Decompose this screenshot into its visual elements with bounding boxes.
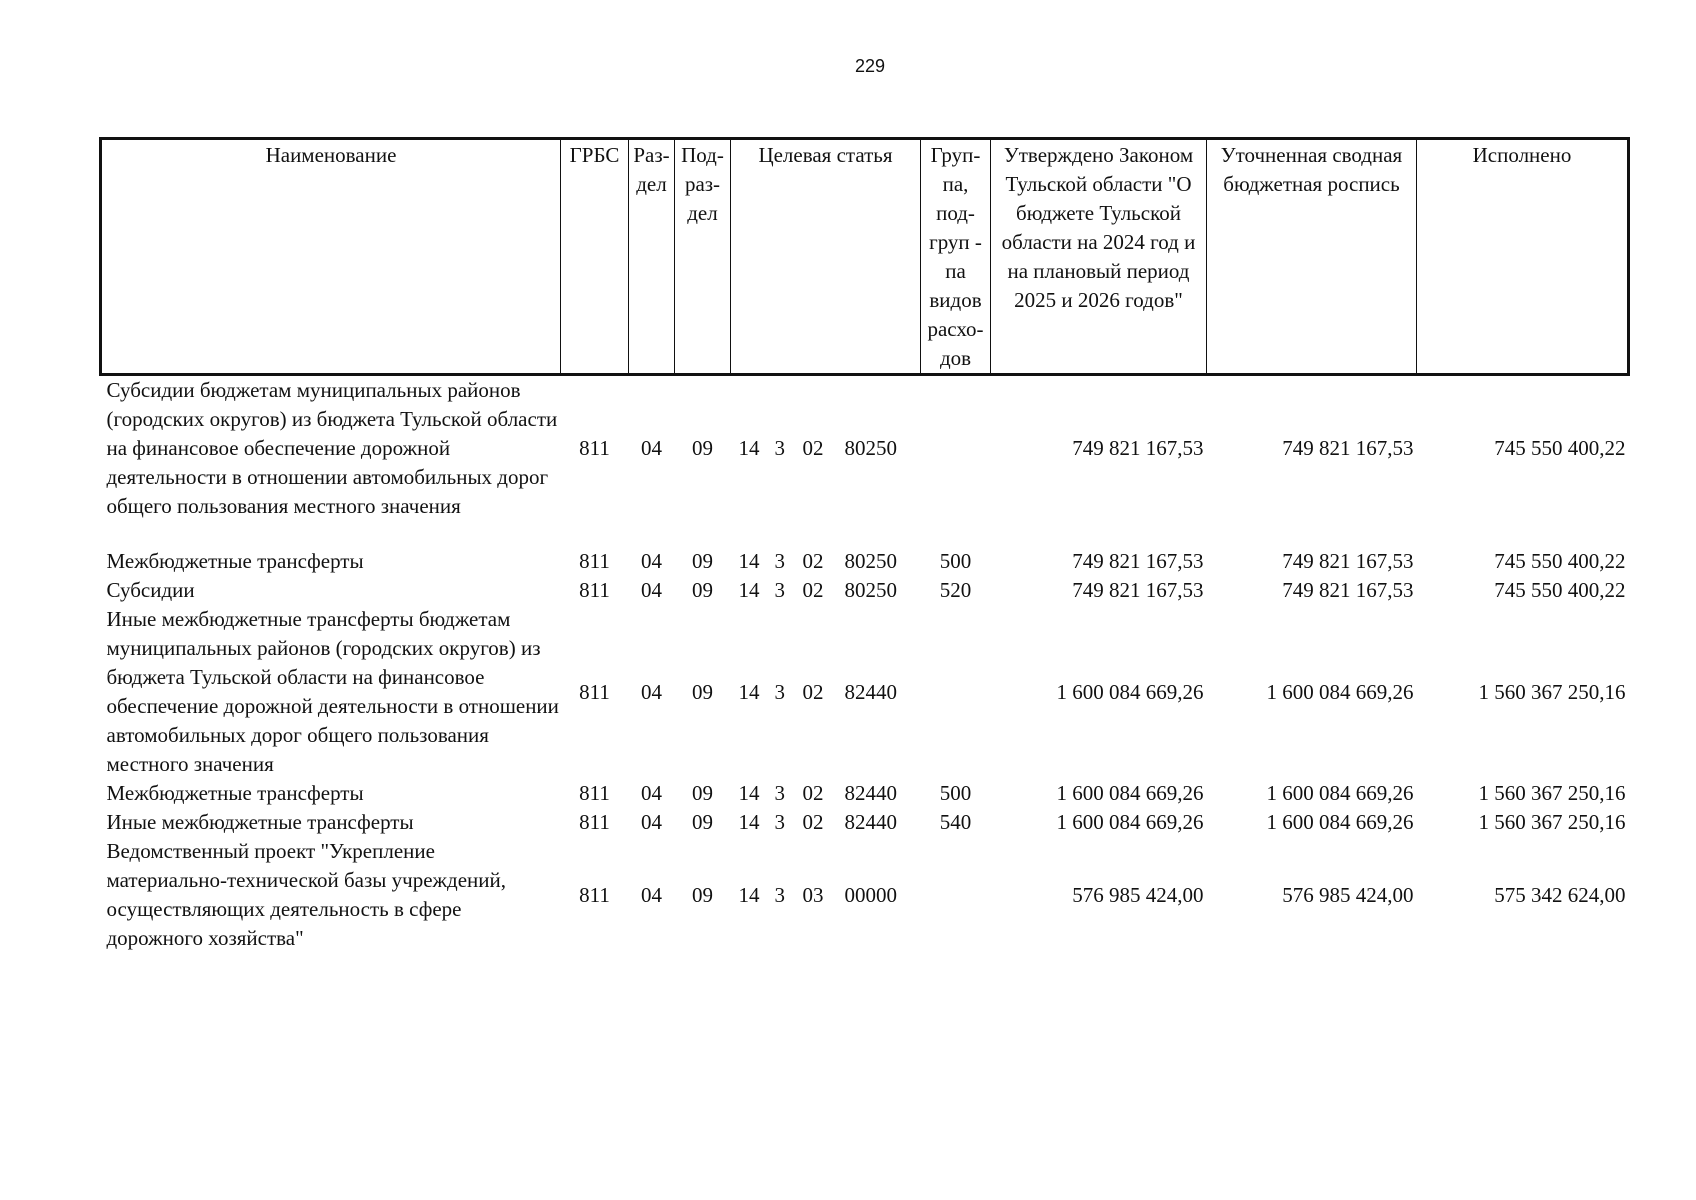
row-executed: 745 550 400,22: [1494, 578, 1626, 602]
row-approved: 576 985 424,00: [1072, 882, 1204, 907]
row-group: [921, 837, 991, 953]
row-podrazdel: 09: [692, 810, 713, 834]
target-type: 3: [774, 781, 785, 805]
row-razdel: 04: [641, 549, 662, 573]
row-refined: 749 821 167,53: [1282, 578, 1414, 602]
target-direction: 00000: [844, 882, 897, 907]
row-approved: 1 600 084 669,26: [1056, 810, 1204, 834]
row-refined: 749 821 167,53: [1282, 436, 1414, 460]
target-program: 14: [738, 882, 760, 907]
row-name: Межбюджетные трансферты: [106, 781, 364, 805]
row-name: Субсидии: [106, 578, 195, 602]
row-razdel: 04: [641, 781, 662, 805]
row-refined: 1 600 084 669,26: [1266, 810, 1414, 834]
row-refined: 1 600 084 669,26: [1266, 679, 1414, 704]
row-name: Иные межбюджетные трансферты: [106, 810, 414, 834]
target-program: 14: [738, 436, 760, 460]
target-type: 3: [774, 882, 785, 907]
row-grbs: 811: [579, 436, 610, 460]
target-type: 3: [774, 810, 785, 834]
target-program: 14: [738, 810, 760, 834]
row-executed: 745 550 400,22: [1494, 549, 1626, 573]
row-approved: 749 821 167,53: [1072, 549, 1204, 573]
row-refined: 749 821 167,53: [1282, 549, 1414, 573]
target-direction: 82440: [844, 810, 897, 834]
row-razdel: 04: [641, 436, 662, 460]
target-element: 02: [802, 436, 824, 460]
row-spacer: [101, 521, 1629, 547]
row-grbs: 811: [579, 679, 610, 704]
budget-table: [99, 137, 1630, 953]
table-header: [101, 139, 1629, 375]
row-podrazdel: 09: [692, 882, 713, 907]
row-name: Межбюджетные трансферты: [106, 549, 364, 573]
row-razdel: 04: [641, 882, 662, 907]
row-group: 500: [939, 781, 972, 805]
row-approved: 749 821 167,53: [1072, 578, 1204, 602]
target-direction: 82440: [844, 781, 897, 805]
target-program: 14: [738, 549, 760, 573]
row-approved: 749 821 167,53: [1072, 436, 1204, 460]
header-target: Целевая статья: [731, 139, 921, 375]
target-program: 14: [738, 781, 760, 805]
target-direction: 80250: [844, 436, 897, 460]
table-row: [101, 605, 1629, 779]
row-target: [731, 605, 921, 779]
row-target: [731, 547, 921, 576]
target-direction: 82440: [844, 679, 897, 704]
row-executed: 1 560 367 250,16: [1478, 810, 1626, 834]
target-type: 3: [774, 436, 785, 460]
row-executed: 745 550 400,22: [1494, 436, 1626, 460]
row-approved: 1 600 084 669,26: [1056, 781, 1204, 805]
target-element: 02: [802, 549, 824, 573]
target-type: 3: [774, 549, 785, 573]
row-name: Иные межбюджетные трансферты бюджетам муниципальных районов (городских округов) из бюджета Тульской области на финансовое обеспечение дорожной деятельности в отношении автомобильных дорог общего пользования местного значения: [106, 607, 559, 776]
target-element: 02: [802, 578, 824, 602]
target-direction: 80250: [844, 549, 897, 573]
row-grbs: 811: [579, 549, 610, 573]
table-body: [101, 375, 1629, 954]
row-executed: 1 560 367 250,16: [1478, 781, 1626, 805]
row-executed: 1 560 367 250,16: [1478, 679, 1626, 704]
header-name: Наименование: [101, 139, 561, 375]
table-row: [101, 375, 1629, 522]
table-row: [101, 576, 1629, 605]
table-row: [101, 808, 1629, 837]
header-podrazdel: Под-раз-дел: [675, 139, 731, 375]
header-grbs: ГРБС: [561, 139, 629, 375]
target-type: 3: [774, 578, 785, 602]
row-group: [921, 605, 991, 779]
row-razdel: 04: [641, 679, 662, 704]
row-target: [731, 375, 921, 522]
row-razdel: 04: [641, 810, 662, 834]
row-podrazdel: 09: [692, 436, 713, 460]
table-row: [101, 837, 1629, 953]
table-row: [101, 547, 1629, 576]
target-element: 02: [802, 810, 824, 834]
row-podrazdel: 09: [692, 578, 713, 602]
row-podrazdel: 09: [692, 781, 713, 805]
row-grbs: 811: [579, 882, 610, 907]
row-target: [731, 837, 921, 953]
row-target: [731, 808, 921, 837]
row-podrazdel: 09: [692, 549, 713, 573]
page-number: 229: [854, 56, 886, 76]
row-group: [921, 375, 991, 522]
target-type: 3: [774, 679, 785, 704]
row-name: Субсидии бюджетам муниципальных районов (городских округов) из бюджета Тульской области на финансовое обеспечение дорожной деятельности в отношении автомобильных дорог общего пользования местного значения: [106, 378, 558, 518]
target-element: 02: [802, 781, 824, 805]
header-group: Груп-па, под-груп - па видов расхо-дов: [921, 139, 991, 375]
row-refined: 1 600 084 669,26: [1266, 781, 1414, 805]
row-razdel: 04: [641, 578, 662, 602]
target-program: 14: [738, 578, 760, 602]
row-grbs: 811: [579, 578, 610, 602]
row-approved: 1 600 084 669,26: [1056, 679, 1204, 704]
row-podrazdel: 09: [692, 679, 713, 704]
header-razdel: Раз-дел: [629, 139, 675, 375]
row-group: 520: [939, 578, 972, 602]
row-name: Ведомственный проект "Укрепление материально-технической базы учреждений, осуществляющих деятельность в сфере дорожного хозяйства": [106, 839, 507, 950]
target-direction: 80250: [844, 578, 897, 602]
row-executed: 575 342 624,00: [1494, 882, 1626, 907]
row-refined: 576 985 424,00: [1282, 882, 1414, 907]
row-group: 500: [939, 549, 972, 573]
row-grbs: 811: [579, 810, 610, 834]
row-grbs: 811: [579, 781, 610, 805]
target-program: 14: [738, 679, 760, 704]
header-approved: Утверждено Законом Тульской области "О бюджете Тульской области на 2024 год и на плановый период 2025 и 2026 годов": [991, 139, 1207, 375]
table-row: [101, 779, 1629, 808]
target-element: 03: [802, 882, 824, 907]
target-element: 02: [802, 679, 824, 704]
row-target: [731, 576, 921, 605]
header-executed: Исполнено: [1472, 143, 1572, 167]
row-target: [731, 779, 921, 808]
header-refined: Уточненная сводная бюджетная роспись: [1207, 139, 1417, 375]
row-group: 540: [939, 810, 972, 834]
